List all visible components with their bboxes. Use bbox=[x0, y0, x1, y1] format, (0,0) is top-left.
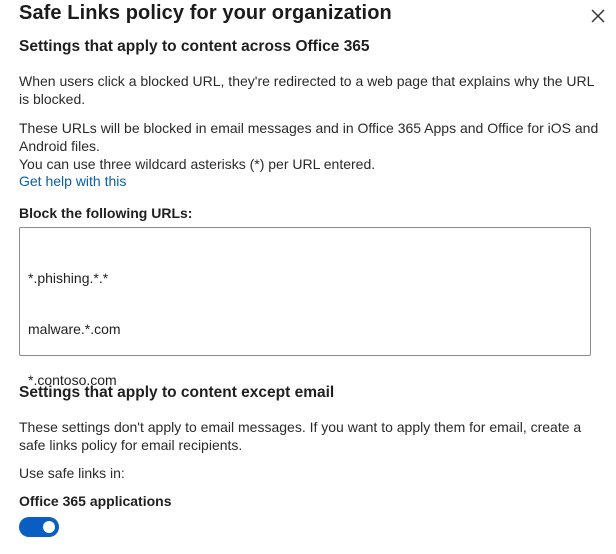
toggle-knob bbox=[43, 521, 55, 533]
close-icon bbox=[588, 6, 608, 26]
get-help-link[interactable]: Get help with this bbox=[19, 173, 127, 189]
blocked-url-entry: *.contoso.com bbox=[28, 372, 117, 388]
blocked-url-intro-text: When users click a blocked URL, they're redirected to a web page that explains why the URL is blocked. bbox=[19, 73, 594, 107]
blocked-url-entry: malware.*.com bbox=[28, 321, 121, 337]
use-safe-links-label: Use safe links in: bbox=[19, 465, 125, 481]
panel-title: Safe Links policy for your organization bbox=[19, 2, 392, 24]
wildcard-note-text: You can use three wildcard asterisks (*) per URL entered. bbox=[19, 156, 376, 172]
blocked-url-detail-text: These URLs will be blocked in email messages and in Office 365 Apps and Office for iOS and Android files. bbox=[19, 120, 599, 154]
office365-apps-toggle[interactable] bbox=[19, 517, 59, 537]
except-email-section-heading: Settings that apply to content except email bbox=[19, 384, 335, 401]
office365-apps-label: Office 365 applications bbox=[19, 493, 172, 509]
office365-section-heading: Settings that apply to content across Office 365 bbox=[19, 38, 370, 55]
block-urls-label: Block the following URLs: bbox=[19, 205, 193, 221]
close-button[interactable] bbox=[588, 6, 608, 26]
blocked-urls-textarea[interactable] bbox=[19, 227, 591, 388]
blocked-url-entry: *.phishing.*.* bbox=[28, 270, 109, 286]
except-email-description: These settings don't apply to email messages. If you want to apply them for email, create a safe links policy for email recipients. bbox=[19, 419, 582, 453]
